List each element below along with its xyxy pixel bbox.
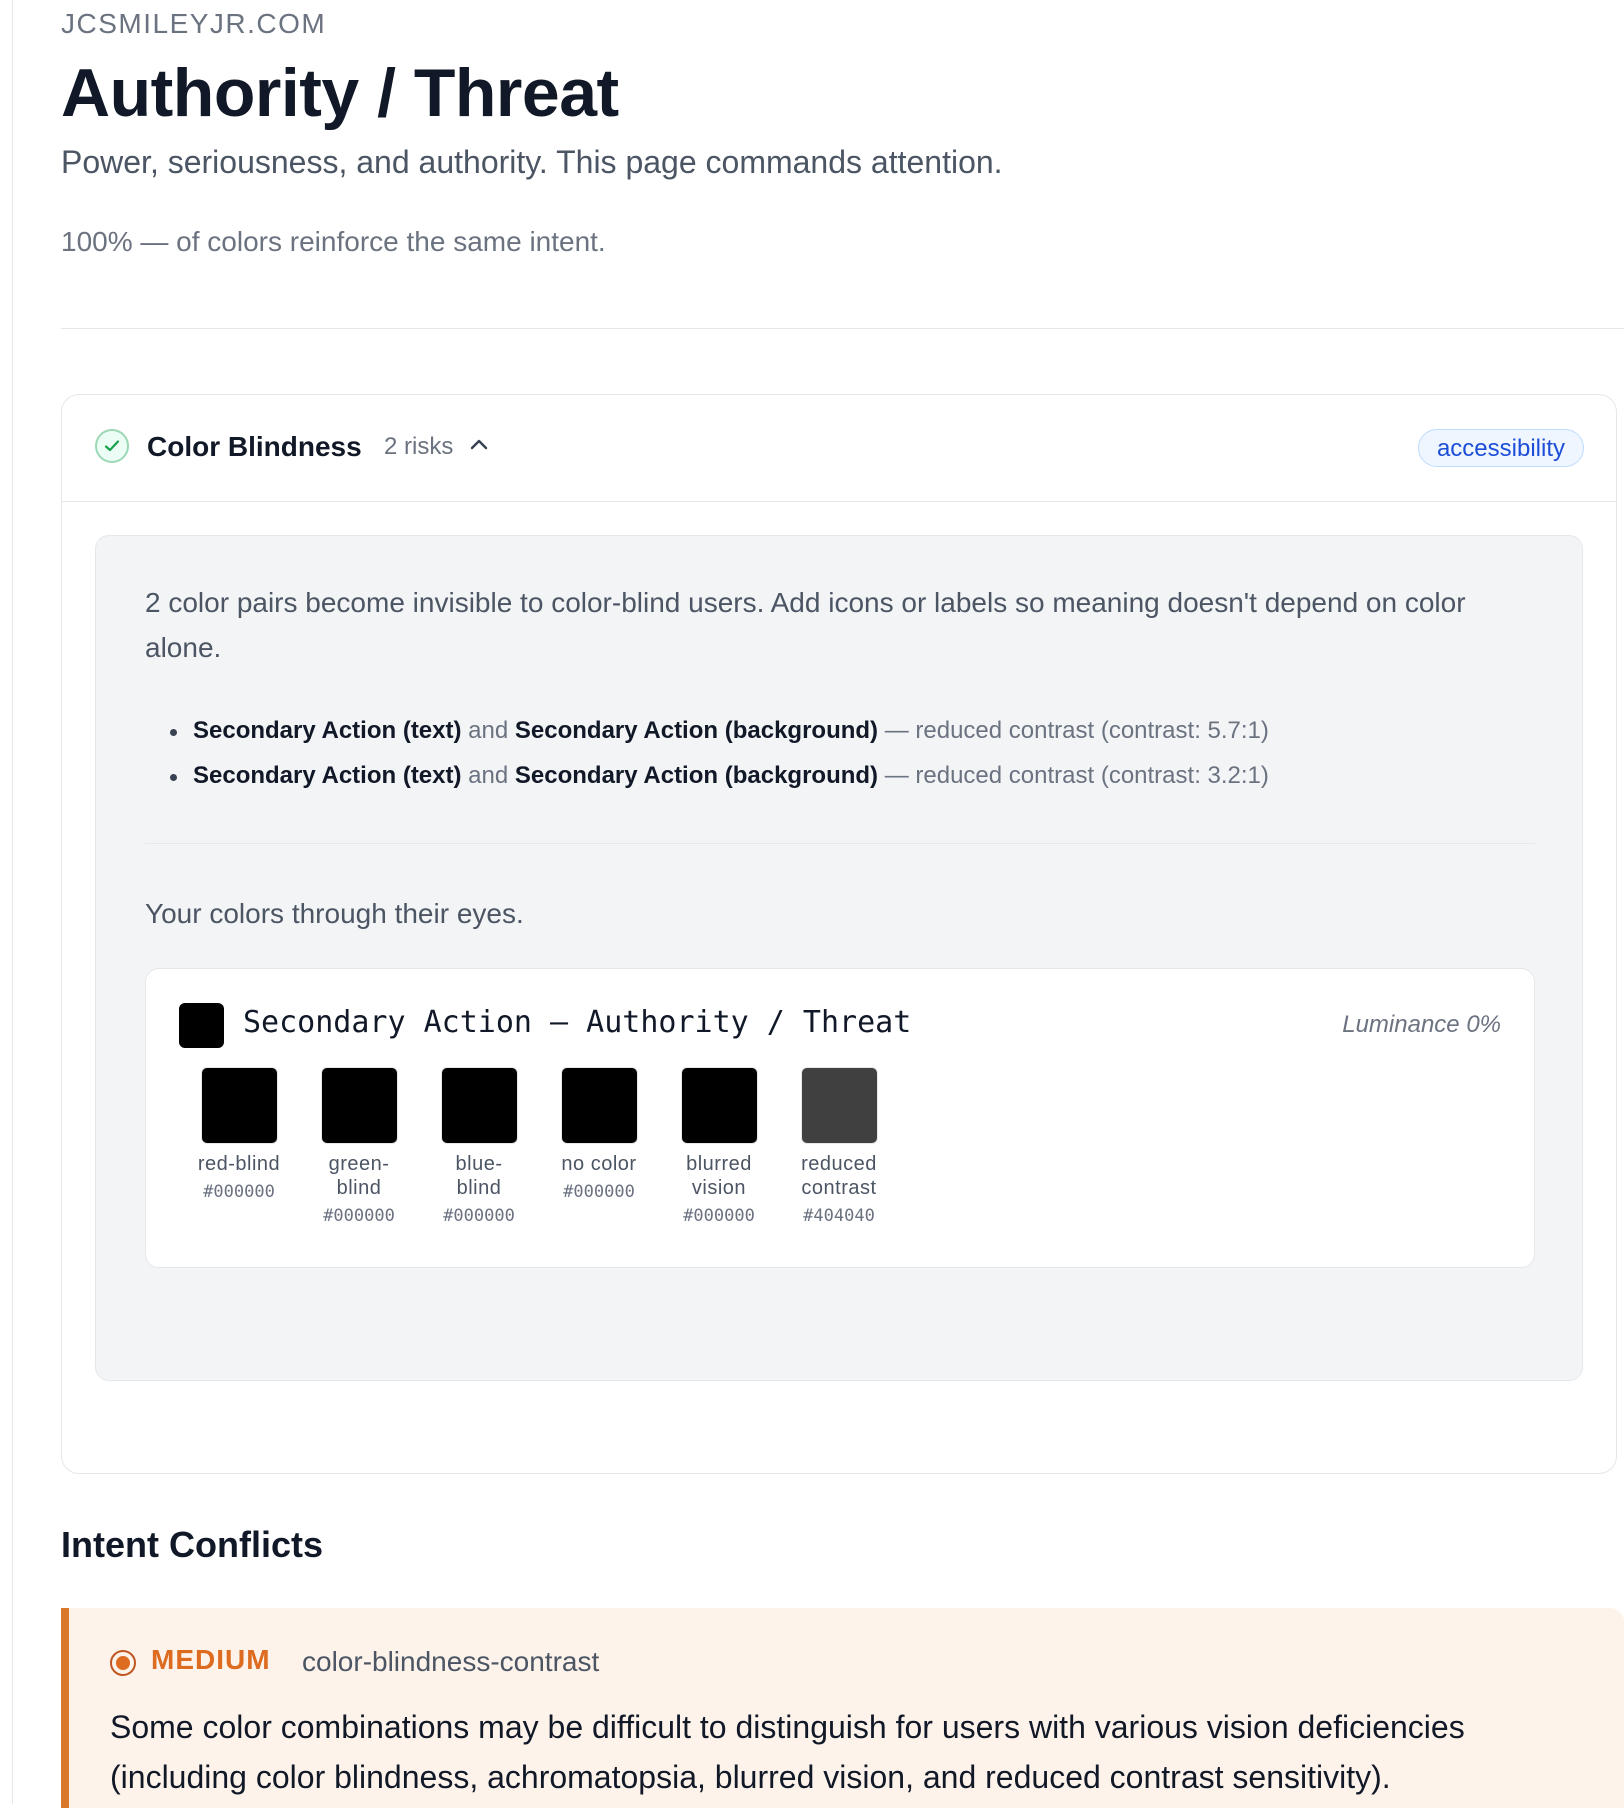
variant-swatch bbox=[201, 1067, 278, 1144]
risk-color-a: Secondary Action (text) bbox=[193, 762, 462, 789]
variant-hex: #000000 bbox=[443, 1206, 515, 1226]
variant-reduced-contrast bbox=[779, 1067, 899, 1226]
variant-hex: #000000 bbox=[203, 1182, 275, 1202]
section-title: Intent Conflicts bbox=[61, 1524, 323, 1565]
risk-description: 2 color pairs become invisible to color-blind users. Add icons or labels so meaning doesn't depend on color alone. bbox=[145, 587, 1466, 663]
conflict-id: color-blindness-contrast bbox=[302, 1646, 600, 1677]
panel-body bbox=[95, 535, 1583, 1381]
variant-hex: #000000 bbox=[563, 1182, 635, 1202]
divider bbox=[61, 328, 1624, 329]
variant-swatch bbox=[321, 1067, 398, 1144]
list-item bbox=[145, 753, 1269, 798]
variant-red-blind bbox=[179, 1067, 299, 1226]
check-icon bbox=[95, 429, 129, 463]
variant-label: blue- blind bbox=[455, 1153, 503, 1199]
color-swatch bbox=[179, 1003, 224, 1048]
risk-list bbox=[145, 708, 1269, 798]
variant-no-color bbox=[539, 1067, 659, 1226]
simulation-card bbox=[145, 968, 1535, 1268]
page-title: Authority / Threat bbox=[61, 55, 619, 131]
risk-color-b: Secondary Action (background) bbox=[514, 717, 879, 744]
risk-detail: — reduced contrast (contrast: 3.2:1) bbox=[884, 762, 1269, 789]
severity-badge: MEDIUM bbox=[151, 1644, 271, 1675]
variant-swatch bbox=[801, 1067, 878, 1144]
variant-swatch bbox=[441, 1067, 518, 1144]
intent-summary: 100% — of colors reinforce the same intent. bbox=[61, 226, 606, 257]
accessibility-tag: accessibility bbox=[1418, 429, 1584, 467]
divider bbox=[145, 843, 1535, 844]
conflict-description: Some color combinations may be difficult to distinguish for users with various vision deficiencies (including color blindness, achromatopsia, blurred vision, and reduced contrast sensitivity). bbox=[110, 1709, 1465, 1795]
simulation-title: Secondary Action — Authority / Threat bbox=[243, 1005, 912, 1040]
luminance-value: Luminance 0% bbox=[1342, 1011, 1501, 1038]
risk-detail: — reduced contrast (contrast: 5.7:1) bbox=[884, 717, 1269, 744]
page-subtitle: Power, seriousness, and authority. This page commands attention. bbox=[61, 144, 1003, 180]
risk-joiner: and bbox=[468, 762, 509, 789]
risk-color-a: Secondary Action (text) bbox=[193, 717, 462, 744]
conflict-card bbox=[61, 1608, 1624, 1808]
variant-label: no color bbox=[561, 1153, 637, 1175]
risk-joiner: and bbox=[468, 717, 509, 744]
variant-hex: #000000 bbox=[323, 1206, 395, 1226]
risks-count: 2 risks bbox=[384, 433, 454, 460]
page-left-border bbox=[12, 0, 13, 1804]
risk-color-b: Secondary Action (background) bbox=[514, 762, 879, 789]
variant-green-blind bbox=[299, 1067, 419, 1226]
panel-header[interactable] bbox=[62, 395, 1616, 502]
variant-label: blurred vision bbox=[686, 1153, 752, 1199]
site-label: JCSMILEYJR.COM bbox=[61, 8, 327, 39]
variant-label: reduced contrast bbox=[801, 1153, 877, 1199]
variant-label: green- blind bbox=[328, 1153, 390, 1199]
variant-blurred-vision bbox=[659, 1067, 779, 1226]
severity-dot-icon bbox=[110, 1650, 136, 1676]
color-blindness-panel bbox=[61, 394, 1617, 1474]
variant-hex: #000000 bbox=[683, 1206, 755, 1226]
variant-hex: #404040 bbox=[803, 1206, 875, 1226]
chevron-up-icon[interactable] bbox=[470, 437, 488, 455]
list-item bbox=[145, 708, 1269, 753]
variant-label: red-blind bbox=[197, 1153, 281, 1175]
variant-swatch bbox=[561, 1067, 638, 1144]
variant-swatch bbox=[681, 1067, 758, 1144]
variant-blue-blind bbox=[419, 1067, 539, 1226]
panel-title: Color Blindness bbox=[147, 431, 362, 462]
simulation-variants bbox=[179, 1067, 899, 1226]
simulation-heading: Your colors through their eyes. bbox=[145, 898, 524, 929]
